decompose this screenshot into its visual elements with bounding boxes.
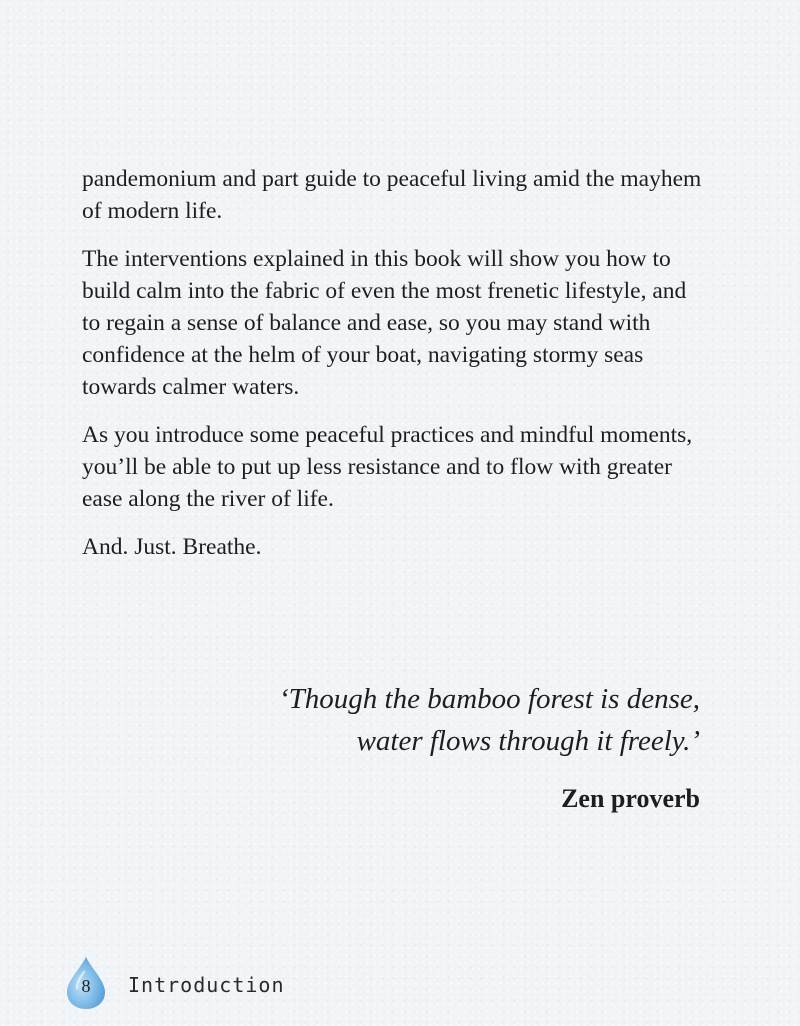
section-title: Introduction (128, 973, 285, 997)
page-footer (64, 955, 285, 1011)
quote-line-2: water flows through it freely.’ (356, 725, 700, 757)
paragraph-4: And. Just. Breathe. (82, 534, 262, 560)
body-text (82, 163, 710, 579)
paragraph-2: The interventions explained in this book will show you how to build calm into the fabric of even the most frenetic lifestyle, and to regain a sense of balance and ease, so you may stand with confidence at the helm of your boat, navigating stormy seas towards calmer waters. (82, 246, 687, 400)
water-drop-icon (64, 955, 108, 1011)
paragraph-1: pandemonium and part guide to peaceful living amid the mayhem of modern life. (82, 166, 702, 224)
quote-block (100, 678, 700, 816)
paragraph-3: As you introduce some peaceful practices and mindful moments, you’ll be able to put up less resistance and to flow with greater ease along the river of life. (82, 422, 693, 512)
quote-attribution: Zen proverb (561, 784, 700, 813)
page-number: 8 (81, 976, 91, 996)
quote-line-1: ‘Though the bamboo forest is dense, (278, 683, 700, 715)
